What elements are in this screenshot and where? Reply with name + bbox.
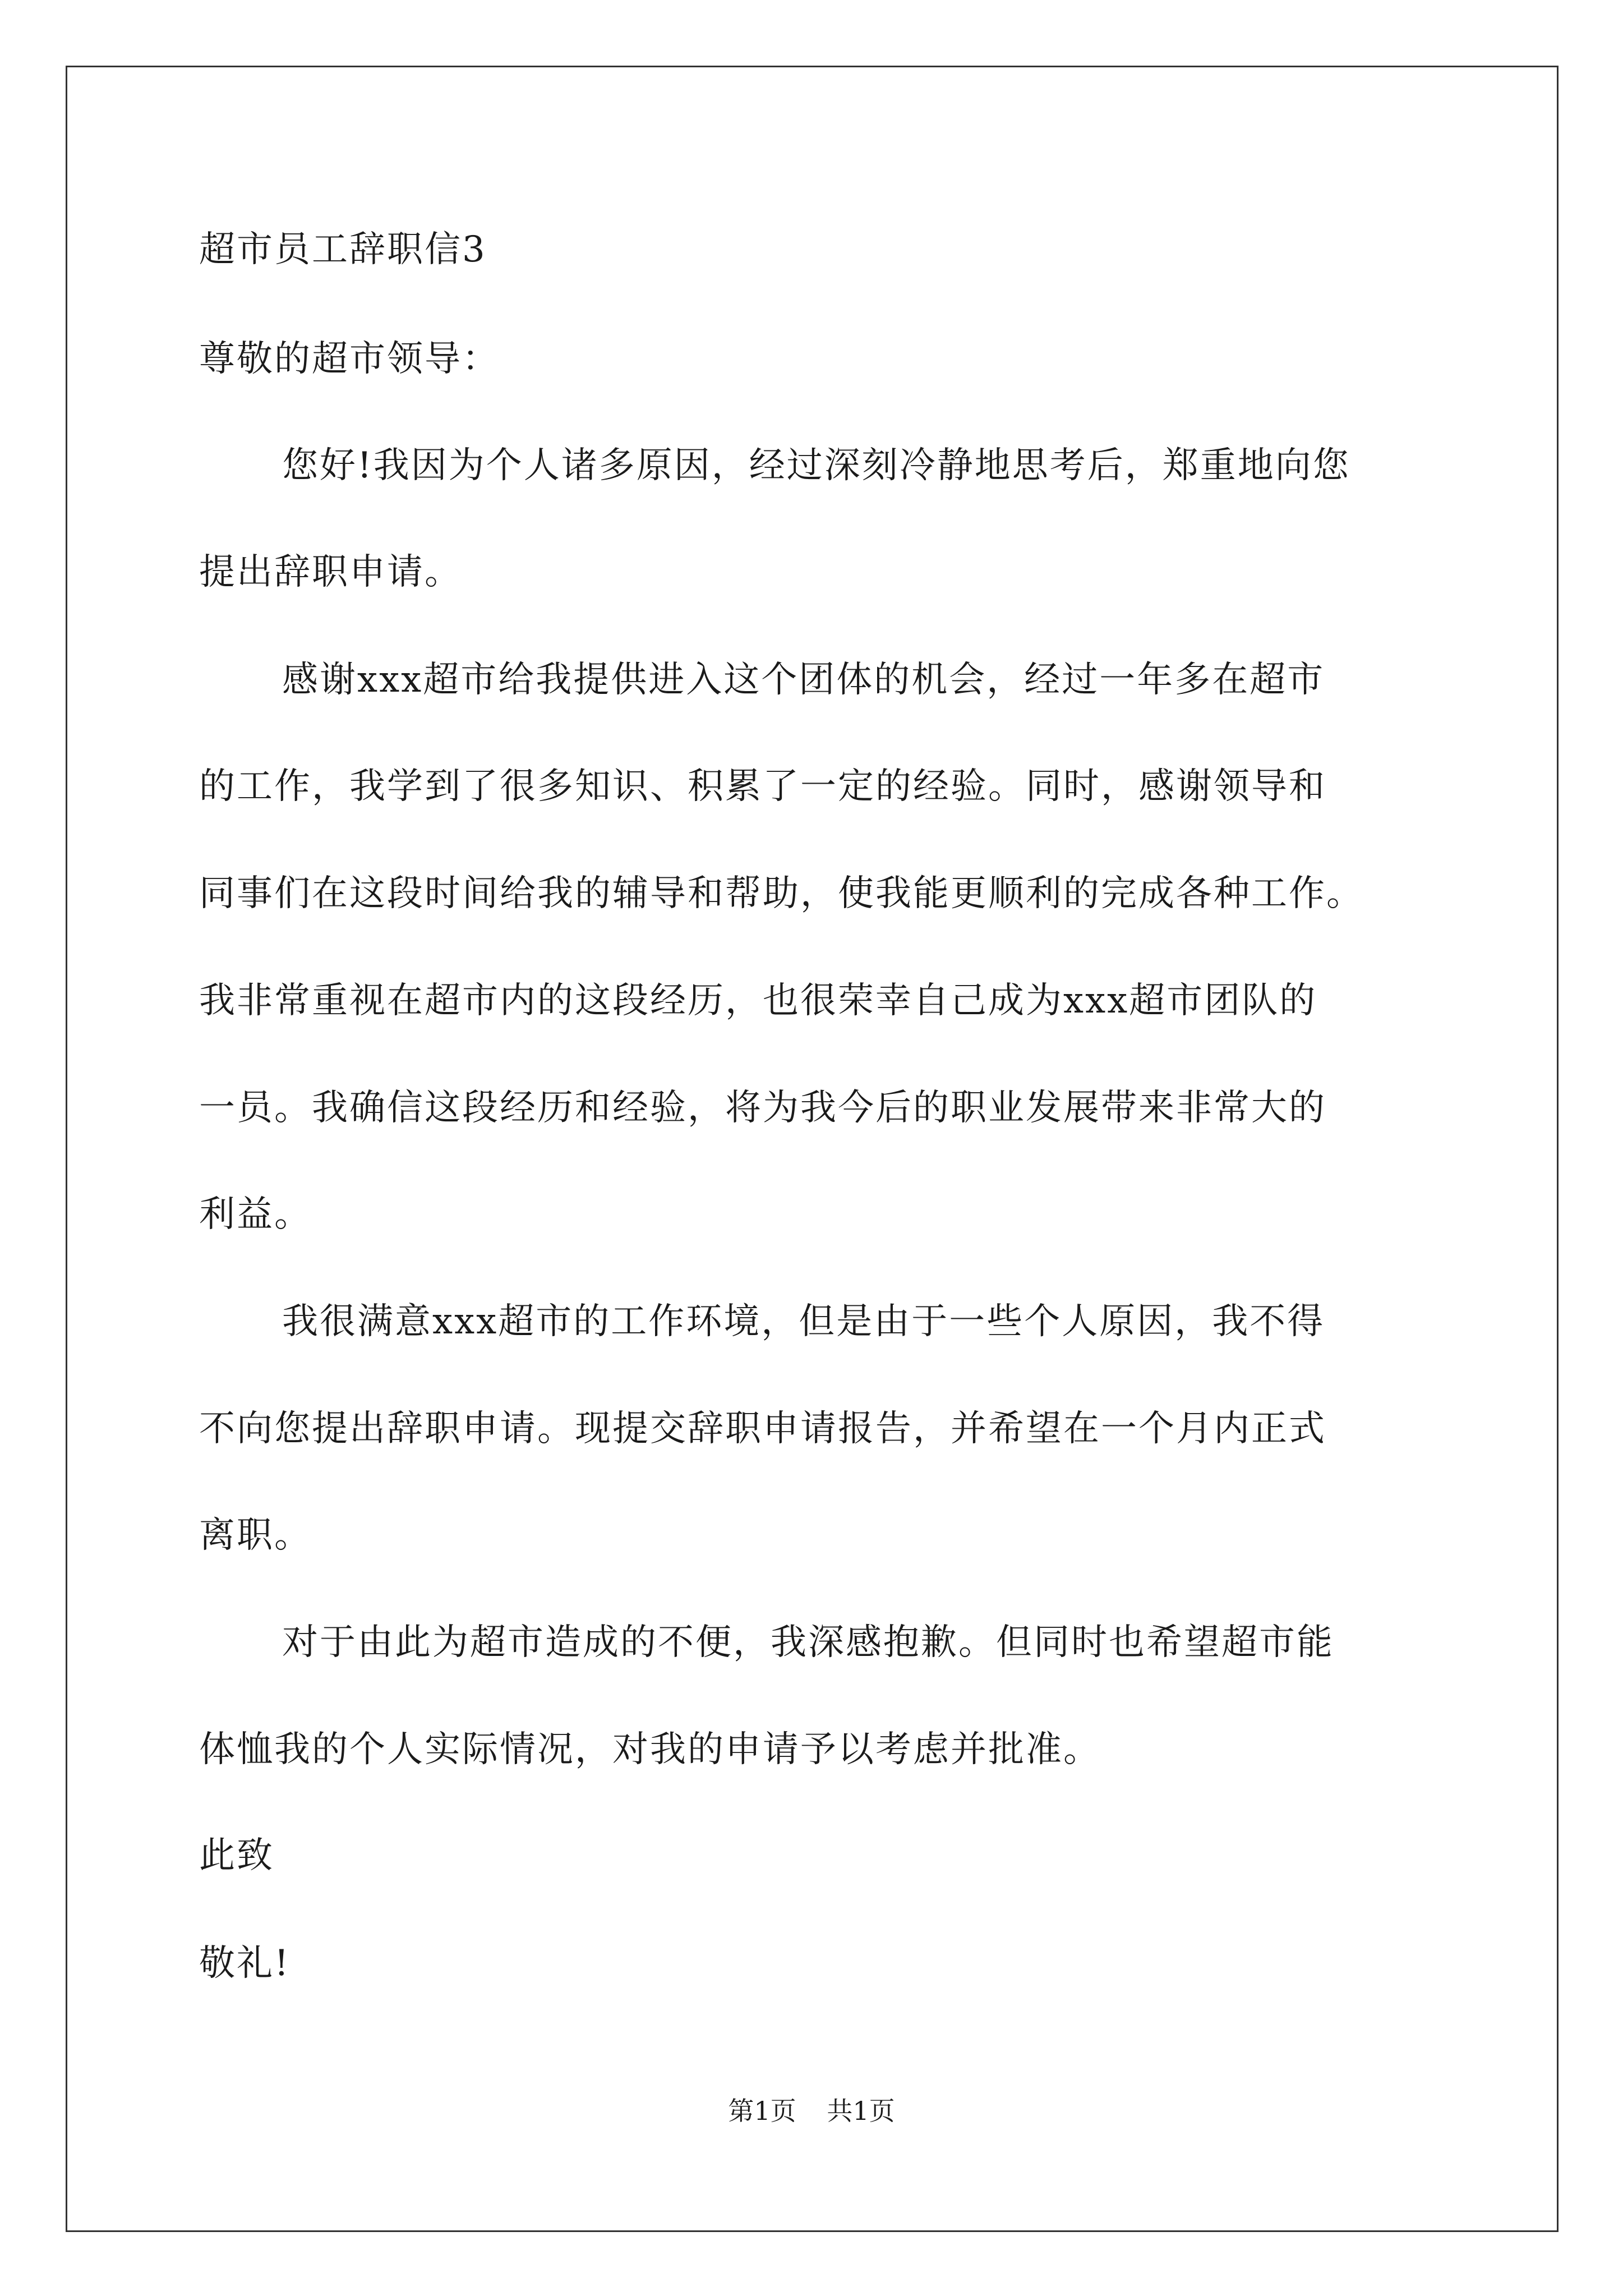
page-number-total: 共1页: [827, 2096, 895, 2126]
paragraph-3-line-1: 我很满意xxx超市的工作环境，但是由于一些个人原因，我不得: [282, 1301, 1325, 1342]
salutation: 尊敬的超市领导：: [199, 338, 500, 380]
paragraph-2-line-1: 感谢xxx超市给我提供进入这个团体的机会，经过一年多在超市: [282, 659, 1325, 701]
page-number-current: 第1页: [728, 2096, 796, 2126]
page-footer: [0, 2094, 1623, 2128]
page-border: [66, 66, 1559, 2232]
closing-line-1: 此致: [199, 1835, 274, 1876]
closing-line-2: 敬礼!: [199, 1943, 291, 1984]
paragraph-2-line-5: 一员。我确信这段经历和经验，将为我今后的职业发展带来非常大的: [199, 1087, 1326, 1129]
paragraph-2-line-2: 的工作，我学到了很多知识、积累了一定的经验。同时，感谢领导和: [199, 766, 1326, 807]
paragraph-2-line-4: 我非常重视在超市内的这段经历，也很荣幸自己成为xxx超市团队的: [199, 980, 1317, 1022]
paragraph-2-line-3: 同事们在这段时间给我的辅导和帮助，使我能更顺利的完成各种工作。: [199, 873, 1364, 914]
paragraph-4-line-2: 体恤我的个人实际情况，对我的申请予以考虑并批准。: [199, 1729, 1101, 1770]
paragraph-1-line-1: 您好!我因为个人诸多原因，经过深刻冷静地思考后，郑重地向您: [282, 445, 1350, 486]
paragraph-2-line-6: 利益。: [199, 1194, 312, 1235]
paragraph-3-line-3: 离职。: [199, 1515, 312, 1556]
paragraph-1-line-2: 提出辞职申请。: [199, 551, 462, 593]
paragraph-3-line-2: 不向您提出辞职申请。现提交辞职申请报告，并希望在一个月内正式: [199, 1408, 1326, 1450]
letter-title: 超市员工辞职信3: [199, 229, 487, 270]
paragraph-4-line-1: 对于由此为超市造成的不便，我深感抱歉。但同时也希望超市能: [282, 1622, 1334, 1663]
